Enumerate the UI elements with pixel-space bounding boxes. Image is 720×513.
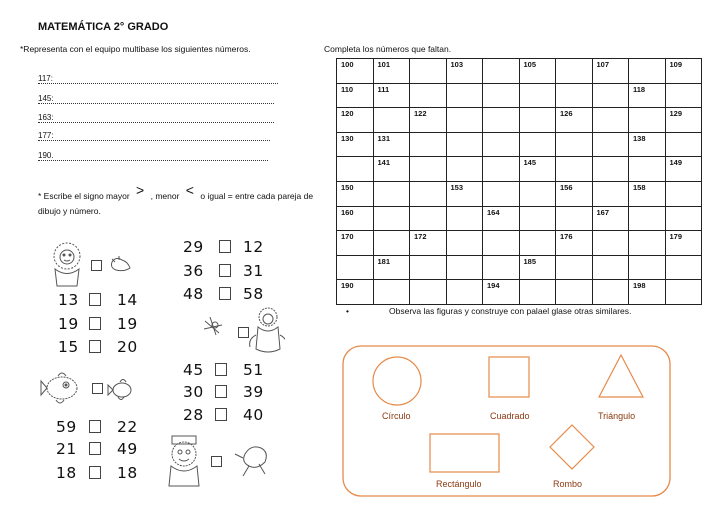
triangle-shape [599, 355, 643, 397]
grid-cell-blank[interactable] [483, 59, 520, 84]
triangle-label: Triángulo [598, 411, 636, 421]
grid-cell-blank[interactable] [410, 206, 447, 231]
grid-cell-blank[interactable] [446, 83, 483, 108]
picture-compare-box-3[interactable] [92, 383, 103, 394]
compare-b-8: 39 [243, 383, 264, 401]
grid-cell-blank[interactable] [665, 206, 702, 231]
number-line-177[interactable]: 177: [38, 131, 270, 141]
grid-cell-blank[interactable] [373, 231, 410, 256]
big-fish-icon [47, 377, 77, 399]
monkey-body-icon [169, 466, 199, 486]
grid-cell-blank[interactable] [483, 255, 520, 280]
grid-cell-given: 103 [446, 59, 483, 84]
grid-cell-blank[interactable] [556, 280, 593, 305]
grid-cell-given: 149 [665, 157, 702, 182]
grid-cell-blank[interactable] [556, 255, 593, 280]
instruction-part-2: , menor [150, 191, 180, 201]
compare-a-9: 28 [183, 406, 204, 424]
less-than-symbol: < [185, 182, 194, 198]
grid-cell-given: 150 [337, 181, 374, 206]
small-fairy-icon [204, 317, 222, 335]
grid-cell-blank[interactable] [665, 255, 702, 280]
grid-cell-given: 145 [519, 157, 556, 182]
compare-b-4: 14 [117, 291, 138, 309]
grid-row [337, 83, 702, 108]
small-fish-icon [113, 383, 131, 397]
grid-cell-blank[interactable] [519, 108, 556, 133]
compare-b-12: 18 [117, 464, 138, 482]
grid-cell-blank[interactable] [410, 280, 447, 305]
compare-a-3: 48 [183, 285, 204, 303]
grid-row [337, 108, 702, 133]
compare-box-5[interactable] [89, 317, 101, 330]
compare-b-11: 49 [117, 440, 138, 458]
shapes-bullet: • [346, 306, 349, 316]
grid-cell-given: 109 [665, 59, 702, 84]
grid-cell-blank[interactable] [519, 132, 556, 157]
instruction-part-1: * Escribe el signo mayor [38, 191, 130, 201]
rectangle-label: Rectángulo [436, 479, 482, 489]
grid-cell-blank[interactable] [446, 280, 483, 305]
grid-cell-given: 172 [410, 231, 447, 256]
grid-row [337, 132, 702, 157]
grid-cell-given: 198 [629, 280, 666, 305]
monkey-face-icon [172, 442, 196, 466]
compare-box-6[interactable] [89, 340, 101, 353]
grid-cell-blank[interactable] [556, 83, 593, 108]
grid-cell-given: 101 [373, 59, 410, 84]
grid-cell-blank[interactable] [629, 206, 666, 231]
grid-cell-blank[interactable] [665, 280, 702, 305]
grid-cell-blank[interactable] [592, 255, 629, 280]
grid-cell-given: 110 [337, 83, 374, 108]
grid-cell-blank[interactable] [665, 181, 702, 206]
grid-cell-blank[interactable] [373, 108, 410, 133]
circle-label: Círculo [382, 411, 411, 421]
compare-a-8: 30 [183, 383, 204, 401]
grid-cell-blank[interactable] [556, 132, 593, 157]
grid-cell-given: 141 [373, 157, 410, 182]
compare-box-9[interactable] [215, 408, 227, 421]
compare-box-1[interactable] [219, 240, 231, 253]
grid-cell-given: 100 [337, 59, 374, 84]
grid-cell-blank[interactable] [373, 181, 410, 206]
grid-cell-given: 181 [373, 255, 410, 280]
grid-cell-blank[interactable] [556, 59, 593, 84]
grid-cell-blank[interactable] [446, 108, 483, 133]
picture-compare-box-2[interactable] [238, 327, 249, 338]
grid-cell-given: 138 [629, 132, 666, 157]
compare-b-9: 40 [243, 406, 264, 424]
grid-cell-blank[interactable] [592, 132, 629, 157]
compare-box-7[interactable] [215, 363, 227, 376]
compare-b-5: 19 [117, 315, 138, 333]
grid-cell-blank[interactable] [519, 181, 556, 206]
grid-cell-blank[interactable] [410, 255, 447, 280]
compare-a-7: 45 [183, 361, 204, 379]
rhombus-shape [550, 425, 594, 469]
grid-cell-blank[interactable] [483, 157, 520, 182]
grid-row [337, 59, 702, 84]
lion-body-icon [55, 269, 79, 286]
grid-cell-blank[interactable] [446, 132, 483, 157]
shapes-instruction: Observa las figuras y construye con palael glase otras similares. [389, 306, 632, 316]
grid-cell-given: 107 [592, 59, 629, 84]
grid-cell-blank[interactable] [629, 108, 666, 133]
grid-cell-blank[interactable] [629, 255, 666, 280]
grid-cell-blank[interactable] [592, 108, 629, 133]
grid-cell-given: 130 [337, 132, 374, 157]
lion-face-icon [60, 250, 74, 264]
square-shape [489, 357, 529, 397]
grid-row [337, 280, 702, 305]
grid-cell-blank[interactable] [592, 280, 629, 305]
compare-a-4: 13 [58, 291, 79, 309]
compare-instruction-line2: dibujo y número. [38, 206, 101, 216]
grid-cell-blank[interactable] [373, 206, 410, 231]
number-grid [336, 58, 702, 305]
grid-row [337, 206, 702, 231]
grid-cell-blank[interactable] [665, 132, 702, 157]
compare-instruction [38, 182, 314, 202]
grid-cell-blank[interactable] [446, 231, 483, 256]
instruction-part-3: o igual = entre cada pareja de [200, 191, 314, 201]
small-monkey-icon [244, 447, 267, 467]
grid-cell-blank[interactable] [519, 83, 556, 108]
grid-cell-blank[interactable] [519, 231, 556, 256]
compare-b-1: 12 [243, 238, 264, 256]
compare-a-2: 36 [183, 262, 204, 280]
grid-cell-blank[interactable] [483, 181, 520, 206]
grid-cell-blank[interactable] [410, 132, 447, 157]
grid-cell-given: 170 [337, 231, 374, 256]
grid-row [337, 255, 702, 280]
picture-compare-box-4[interactable] [211, 456, 222, 467]
grid-cell-given: 167 [592, 206, 629, 231]
grid-cell-blank[interactable] [373, 280, 410, 305]
compare-a-11: 21 [56, 440, 77, 458]
rhombus-label: Rombo [553, 479, 583, 489]
grid-cell-blank[interactable] [337, 157, 374, 182]
grid-cell-given: 160 [337, 206, 374, 231]
compare-box-11[interactable] [89, 442, 101, 455]
grid-cell-blank[interactable] [665, 83, 702, 108]
grid-cell-given: 156 [556, 181, 593, 206]
grid-cell-blank[interactable] [410, 181, 447, 206]
grid-cell-blank[interactable] [446, 255, 483, 280]
grid-cell-given: 131 [373, 132, 410, 157]
number-line-190[interactable]: 190. [38, 151, 268, 161]
number-line-163[interactable]: 163: [38, 113, 274, 123]
fairy-face-icon [263, 314, 273, 324]
compare-b-2: 31 [243, 262, 264, 280]
grid-cell-given: 105 [519, 59, 556, 84]
compare-box-12[interactable] [89, 466, 101, 479]
grid-cell-given: 158 [629, 181, 666, 206]
grid-cell-blank[interactable] [337, 255, 374, 280]
page-title: MATEMÁTICA 2° GRADO [38, 21, 169, 33]
compare-a-6: 15 [58, 338, 79, 356]
compare-b-10: 22 [117, 418, 138, 436]
grid-cell-blank[interactable] [629, 59, 666, 84]
grid-row [337, 231, 702, 256]
grid-cell-given: 111 [373, 83, 410, 108]
grid-row [337, 181, 702, 206]
small-lion-icon [112, 258, 131, 270]
compare-box-8[interactable] [215, 385, 227, 398]
grid-cell-blank[interactable] [446, 206, 483, 231]
grid-cell-given: 126 [556, 108, 593, 133]
compare-box-10[interactable] [89, 420, 101, 433]
grid-cell-blank[interactable] [556, 206, 593, 231]
fish-drawing-pair [40, 366, 140, 412]
grid-cell-blank[interactable] [592, 181, 629, 206]
lion-drawing-pair [45, 236, 135, 292]
compare-box-3[interactable] [219, 287, 231, 300]
grid-cell-blank[interactable] [592, 83, 629, 108]
grid-cell-blank[interactable] [410, 83, 447, 108]
grid-cell-blank[interactable] [483, 231, 520, 256]
compare-a-10: 59 [56, 418, 77, 436]
grid-cell-given: 190 [337, 280, 374, 305]
fairy-dress-icon [256, 327, 280, 352]
grid-cell-given: 153 [446, 181, 483, 206]
grid-cell-blank[interactable] [519, 206, 556, 231]
grid-cell-given: 164 [483, 206, 520, 231]
number-line-117[interactable]: 117: [38, 74, 278, 84]
grid-cell-given: 120 [337, 108, 374, 133]
compare-a-1: 29 [183, 238, 204, 256]
multibase-instruction: *Representa con el equipo multibase los siguientes números. [20, 44, 251, 54]
number-line-145[interactable]: 145: [38, 94, 274, 104]
grid-cell-blank[interactable] [410, 157, 447, 182]
grid-cell-blank[interactable] [483, 83, 520, 108]
grid-instruction: Completa los números que faltan. [324, 44, 452, 54]
compare-b-7: 51 [243, 361, 264, 379]
greater-than-symbol: > [136, 182, 145, 198]
grid-cell-blank[interactable] [483, 108, 520, 133]
lion-mane-icon [54, 243, 80, 269]
circle-shape [373, 357, 421, 405]
shapes-panel [342, 345, 671, 497]
grid-cell-blank[interactable] [410, 59, 447, 84]
fairy-hair-icon [259, 308, 277, 326]
hat-icon [172, 436, 196, 444]
rectangle-shape [430, 434, 499, 472]
shapes-panel-border [343, 346, 670, 496]
compare-b-3: 58 [243, 285, 264, 303]
square-label: Cuadrado [490, 411, 530, 421]
grid-cell-given: 194 [483, 280, 520, 305]
compare-box-2[interactable] [219, 264, 231, 277]
grid-cell-given: 185 [519, 255, 556, 280]
grid-cell-given: 122 [410, 108, 447, 133]
grid-cell-given: 129 [665, 108, 702, 133]
grid-cell-blank[interactable] [519, 280, 556, 305]
grid-cell-blank[interactable] [556, 157, 593, 182]
grid-cell-blank[interactable] [629, 231, 666, 256]
compare-b-6: 20 [117, 338, 138, 356]
grid-cell-blank[interactable] [592, 231, 629, 256]
compare-a-5: 19 [58, 315, 79, 333]
compare-box-4[interactable] [89, 293, 101, 306]
grid-cell-blank[interactable] [592, 157, 629, 182]
grid-cell-blank[interactable] [483, 132, 520, 157]
grid-cell-blank[interactable] [446, 157, 483, 182]
grid-cell-given: 118 [629, 83, 666, 108]
picture-compare-box-1[interactable] [91, 260, 102, 271]
grid-cell-given: 179 [665, 231, 702, 256]
compare-a-12: 18 [56, 464, 77, 482]
grid-cell-blank[interactable] [629, 157, 666, 182]
grid-row [337, 157, 702, 182]
grid-cell-given: 176 [556, 231, 593, 256]
